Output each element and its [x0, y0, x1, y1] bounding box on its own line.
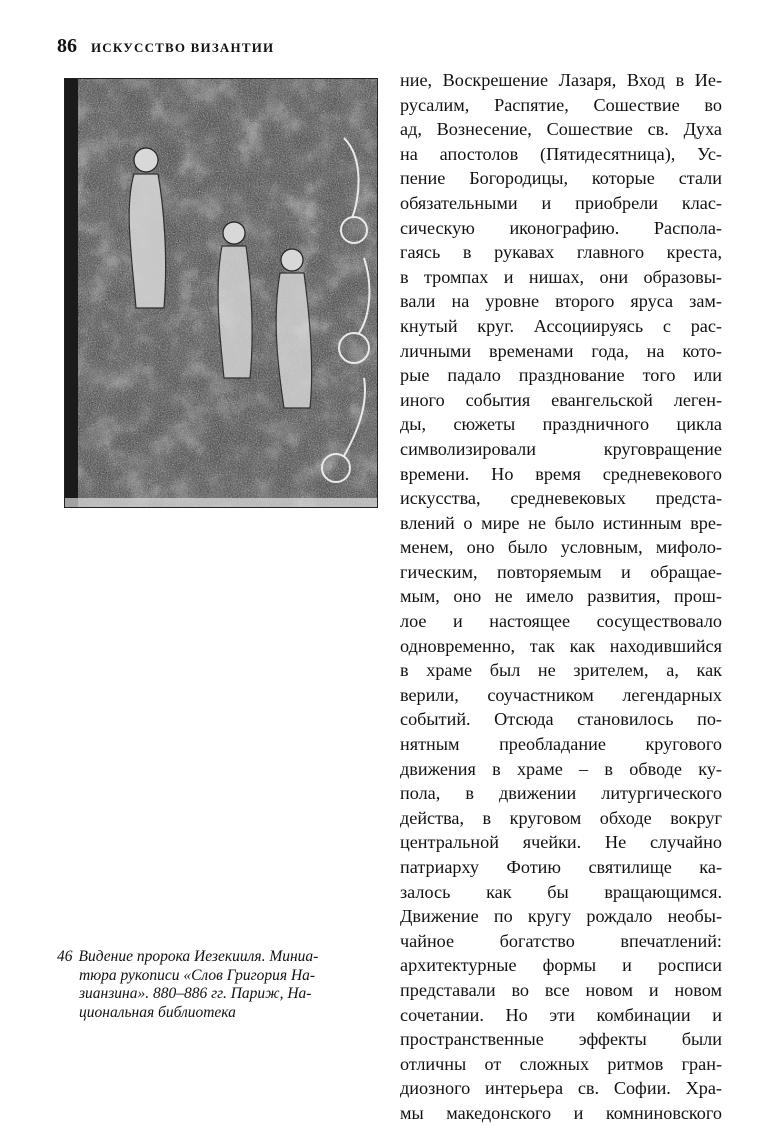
body-text	[400, 68, 722, 1126]
body-line: сочетании. Но эти комбинации и	[400, 1004, 722, 1025]
body-line: рые падало празднование того или	[400, 365, 722, 386]
page-header	[57, 35, 274, 58]
body-line: ад, Вознесение, Сошествие св. Духа	[400, 119, 722, 140]
body-line: пение Богородицы, которые стали	[400, 168, 722, 189]
body-line: менем, оно было условным, мифоло-	[400, 537, 722, 558]
figure-caption	[57, 948, 387, 1022]
caption-line: зианзина». 880–886 гг. Париж, На-	[79, 985, 312, 1002]
body-line: обязательными и приобрели клас-	[400, 192, 722, 213]
body-line: мым, оно не имело развития, прош-	[400, 586, 722, 607]
miniature-illustration	[64, 78, 378, 508]
body-line: гаясь в рукавах главного креста,	[400, 242, 722, 263]
running-title: ИСКУССТВО ВИЗАНТИИ	[91, 40, 275, 55]
prophet-head	[134, 148, 158, 172]
body-line: пола, в движении литургического	[400, 783, 722, 804]
body-line: мы македонского и комниновского	[400, 1102, 722, 1123]
figure-head	[223, 222, 245, 244]
body-line: пространственные эффекты были	[400, 1029, 722, 1050]
body-line: действа, в круговом обходе вокруг	[400, 807, 722, 828]
caption-line: 46 Видение пророка Иезекииля. Миниа-	[57, 948, 319, 965]
body-line: влений о мире не было истинным вре-	[400, 512, 722, 533]
body-line: гическим, повторяемым и обращае-	[400, 561, 722, 582]
body-line: в тромпах и нишах, они образовы-	[400, 266, 722, 287]
body-line: вали на уровне второго яруса зам-	[400, 291, 722, 312]
body-line: Движение по кругу рождало необы-	[400, 906, 722, 927]
body-line: лое и настоящее сосуществовало	[400, 611, 722, 632]
body-line: залось как бы вращающимся.	[400, 881, 722, 902]
body-line: отличны от сложных ритмов гран-	[400, 1053, 722, 1074]
body-line: диозного интерьера св. Софии. Хра-	[400, 1078, 722, 1099]
body-line: центральной ячейки. Не случайно	[400, 832, 722, 853]
body-line: кнутый круг. Ассоциируясь с рас-	[400, 315, 722, 336]
body-line: иного события евангельской леген-	[400, 389, 722, 410]
body-line: чайное богатство впечатлений:	[400, 930, 722, 951]
body-line: сическую иконографию. Распола-	[400, 217, 722, 238]
body-line: представали во все новом и новом	[400, 979, 722, 1000]
caption-line: циональная библиотека	[79, 1003, 236, 1021]
body-line: нятным преобладание кругового	[400, 734, 722, 755]
body-line: событий. Отсюда становилось по-	[400, 709, 722, 730]
page-number: 86	[57, 35, 77, 57]
body-line: времени. Но время средневекового	[400, 463, 722, 484]
body-line: личными временами года, на кото-	[400, 340, 722, 361]
body-line: одновременно, так как находившийся	[400, 635, 722, 656]
figure-head	[281, 249, 303, 271]
body-line: в храме был не зрителем, а, как	[400, 660, 722, 681]
caption-number: 46	[57, 948, 73, 965]
body-line: ние, Воскрешение Лазаря, Вход в Ие-	[400, 70, 722, 90]
body-line: ды, сюжеты праздничного цикла	[400, 414, 722, 435]
body-line: искусства, средневековых предста-	[400, 488, 722, 509]
body-line: архитектурные формы и росписи	[400, 955, 722, 976]
body-line: русалим, Распятие, Сошествие во	[400, 94, 722, 115]
body-line: движения в храме – в обводе ку-	[400, 758, 722, 779]
body-line: символизировали круговращение	[400, 438, 722, 459]
body-line: на апостолов (Пятидесятница), Ус-	[400, 143, 722, 164]
body-line: патриарху Фотию святилище ка-	[400, 857, 722, 877]
caption-line: тюра рукописи «Слов Григория На-	[79, 966, 316, 984]
body-line: верили, соучастником легендарных	[400, 684, 722, 705]
